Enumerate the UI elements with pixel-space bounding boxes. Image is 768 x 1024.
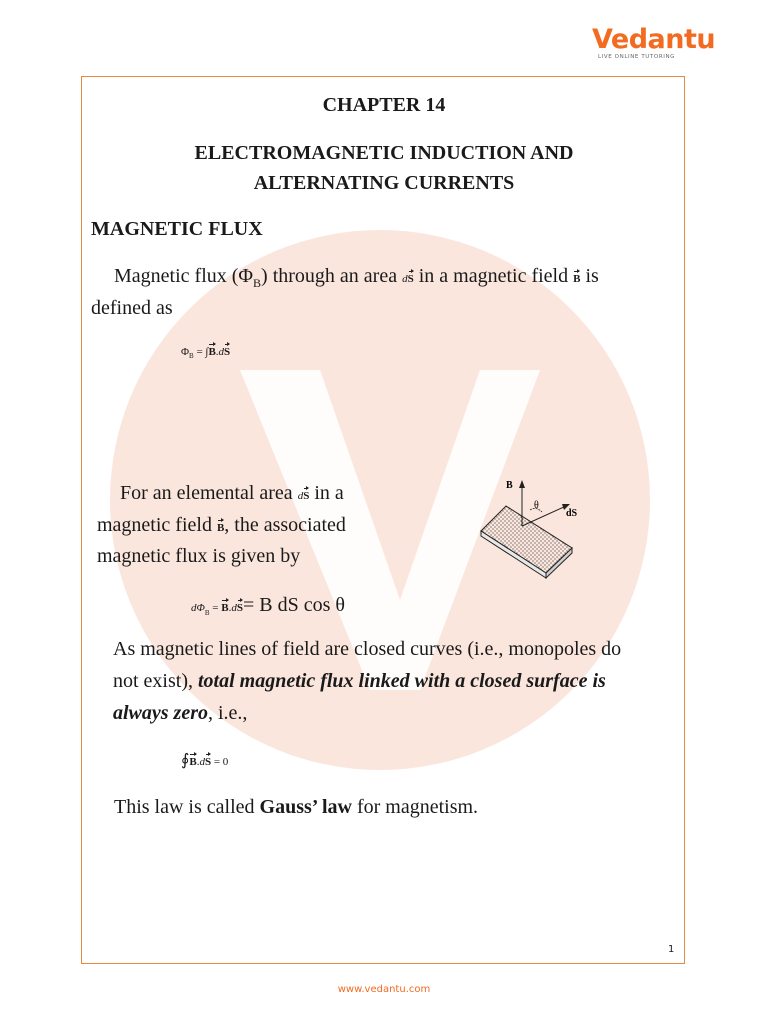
p4-line: This law is called Gauss’ law for magnetism. xyxy=(114,796,479,818)
page-number: 1 xyxy=(668,944,675,955)
p3-line2: not exist), total magnetic flux linked with a closed surface is xyxy=(113,670,606,692)
p2-line3: magnetic flux is given by xyxy=(97,545,301,567)
p2-line1: For an elemental area dS in a xyxy=(120,482,344,504)
gauss-equation: ∮B.dS = 0 xyxy=(181,752,229,769)
flux-equation: $\Phi_B = \int B.dS$ xyxy=(181,346,231,361)
logo-wordmark: Vedantu xyxy=(592,24,716,55)
p1-line2: defined as xyxy=(91,297,173,319)
flux-diagram xyxy=(476,476,586,582)
p3-line1: As magnetic lines of field are closed curves (i.e., monopoles do xyxy=(113,638,622,660)
p2-line2: magnetic field B, the associated xyxy=(97,514,346,536)
section-heading: MAGNETIC FLUX xyxy=(91,218,263,240)
footer-url[interactable]: www.vedantu.com xyxy=(337,984,431,995)
p1-line1: Magnetic flux $(\Phi_B)$ through an area dS in a magnetic field B is xyxy=(114,265,599,290)
diagram-b-label: B xyxy=(506,480,513,491)
title-line-1: ELECTROMAGNETIC INDUCTION AND xyxy=(194,142,574,164)
p3-line3: always zero, i.e., xyxy=(113,702,248,724)
elemental-flux-equation: $d\Phi_B = B.dS= B$ dS cos θ xyxy=(191,594,345,618)
title-line-2: ALTERNATING CURRENTS xyxy=(253,172,515,194)
diagram-theta-label: θ xyxy=(534,500,539,511)
chapter-heading: CHAPTER 14 xyxy=(322,94,446,116)
logo-tagline: LIVE ONLINE TUTORING xyxy=(598,54,676,60)
diagram-ds-label: dS xyxy=(566,508,578,519)
